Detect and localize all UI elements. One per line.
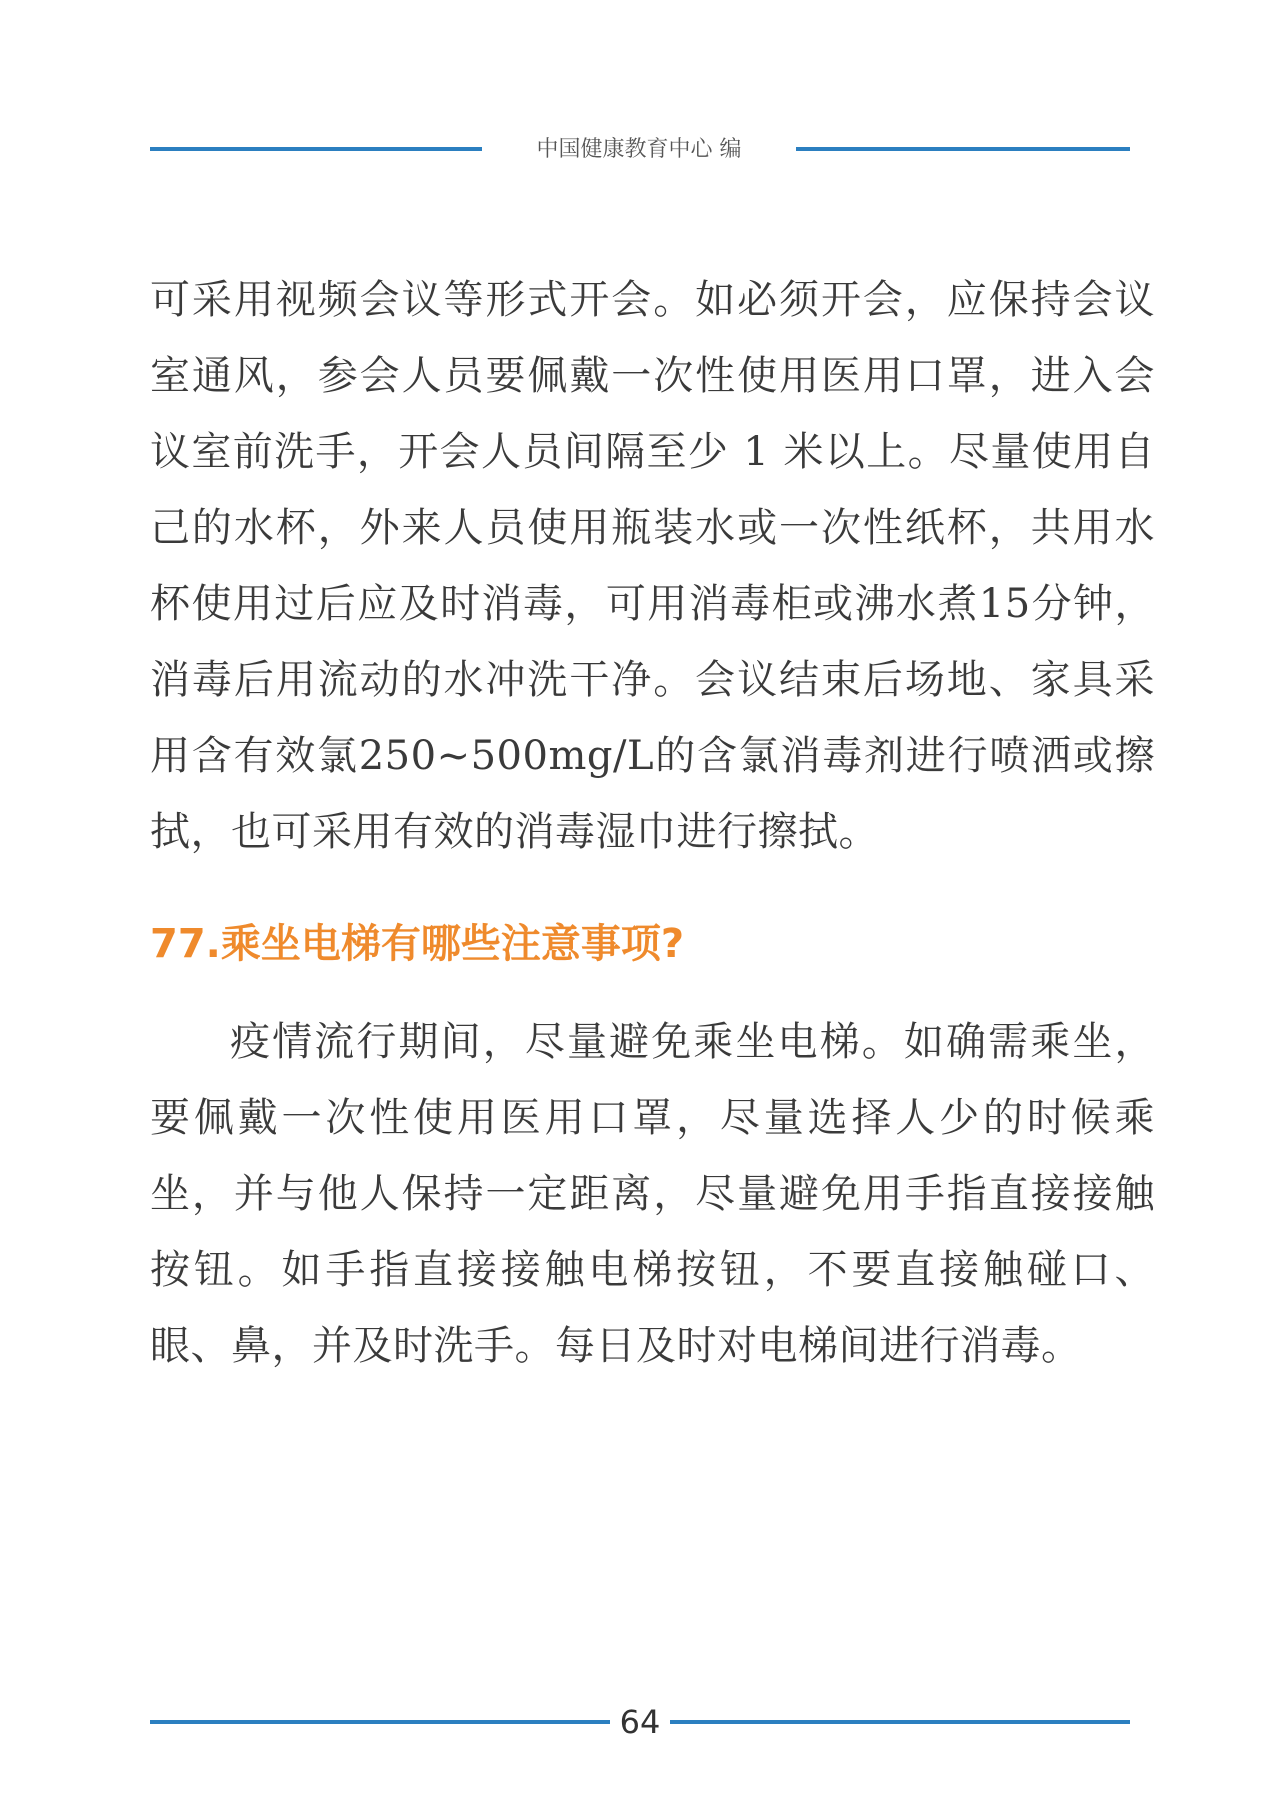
page-content (150, 262, 1155, 1384)
page-footer (150, 1700, 1130, 1744)
paragraph-elevator-guidance: 疫情流行期间，尽量避免乘坐电梯。如确需乘坐，要佩戴一次性使用医用口罩，尽量选择人少的时候乘坐，并与他人保持一定距离，尽量避免用手指直接接触按钮。如手指直接接触电梯按钮，不要直接触碰口、眼、鼻，并及时洗手。每日及时对电梯间进行消毒。 (150, 1019, 1155, 1369)
page-header (150, 130, 1130, 170)
header-rule-left (150, 147, 482, 151)
footer-rule-right (670, 1720, 1130, 1724)
header-rule-right (796, 147, 1130, 151)
page-number: 64 (619, 1703, 661, 1741)
footer-rule-left (150, 1720, 610, 1724)
header-publisher: 中国健康教育中心 编 (536, 137, 742, 162)
section-heading: 77.乘坐电梯有哪些注意事项? (150, 921, 685, 967)
paragraph-meeting-guidance: 可采用视频会议等形式开会。如必须开会，应保持会议室通风，参会人员要佩戴一次性使用医用口罩，进入会议室前洗手，开会人员间隔至少 1 米以上。尽量使用自己的水杯，外来人员使用瓶装水或一次性纸杯，共用水杯使用过后应及时消毒，可用消毒柜或沸水煮15分钟，消毒后用流动的水冲洗干净。会议结束后场地、家具采用含有效氯250~500mg/L的含氯消毒剂进行喷洒或擦拭，也可采用有效的消毒湿巾进行擦拭。 (150, 277, 1155, 855)
